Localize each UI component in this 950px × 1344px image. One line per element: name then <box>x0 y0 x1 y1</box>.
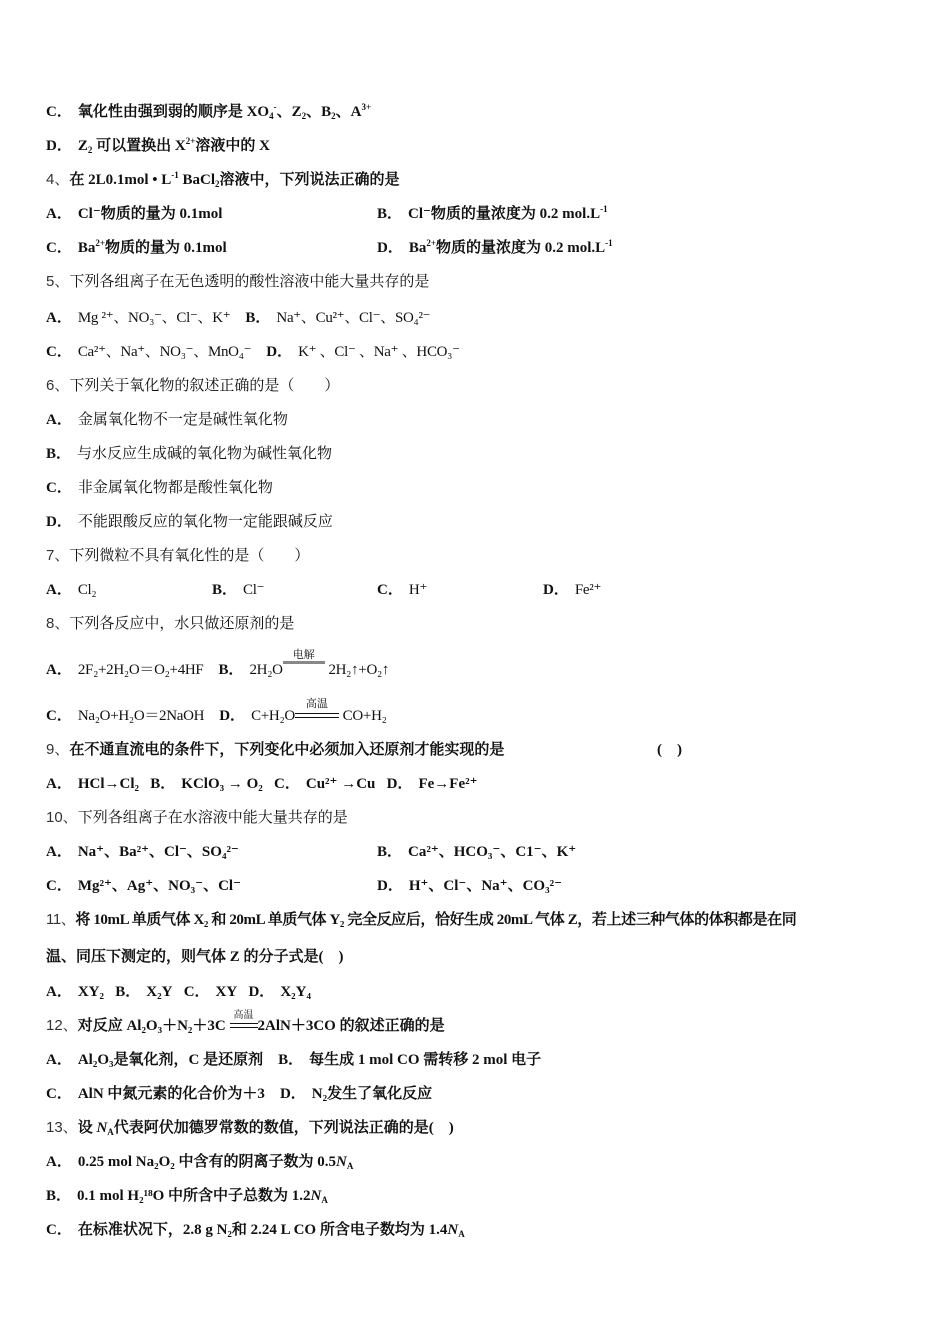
answer-blank: ( ) <box>657 742 682 758</box>
q8-option-c: C． Na₂O+H₂O＝2NaOH <box>46 708 205 724</box>
q12-option-b: B． 每生成 1 mol CO 需转移 2 mol 电子 <box>278 1052 542 1068</box>
question-4-options-row2 <box>46 238 906 258</box>
q7-option-c: C． H⁺ <box>377 582 427 598</box>
q10-option-d: D． H⁺、Cl⁻、Na⁺、CO₃²⁻ <box>377 878 563 894</box>
question-11-stem-line1: 11、将 10mL 单质气体 X₂ 和 20mL 单质气体 Y₂ 完全反应后，恰好生成 20mL 气体 Z，若上述三种气体的体积都是在同 <box>46 911 797 928</box>
q4-option-c: C． $Ba^{2+}$物质的量为 0.1mol <box>46 238 227 256</box>
q9-option-b: B． KClO₃ → O₂ <box>150 776 263 792</box>
q11-option-d: D． X₂Y₄ <box>248 984 311 1000</box>
high-temperature-condition: 高温 <box>230 1016 258 1036</box>
question-10-stem: 10、下列各组离子在水溶液中能大量共存的是 <box>46 809 348 826</box>
q4-option-d: D． $Ba^{2+}$物质的量浓度为 0.2 $mol.L^{-1}$ <box>377 238 613 256</box>
q9-option-d: D． Fe→Fe²⁺ <box>386 776 478 792</box>
q9-option-a: A． HCl→Cl₂ <box>46 776 140 792</box>
q5-option-b: B． Na⁺、Cu²⁺、Cl⁻、SO₄²⁻ <box>245 310 431 326</box>
question-10-options-row2 <box>46 876 906 896</box>
question-9-options <box>46 774 478 794</box>
question-5-options-row2 <box>46 342 460 362</box>
q4-option-b: B． Cl⁻物质的量浓度为 0.2 $mol.L^{-1}$ <box>377 204 608 222</box>
q13-option-a: A． 0.25 mol Na₂O₂ 中含有的阴离子数为 $0.5N_A$ <box>46 1154 354 1171</box>
q7-option-b: B． Cl⁻ <box>212 582 265 598</box>
question-4-options-row1 <box>46 204 906 224</box>
question-10-options-row1 <box>46 842 906 862</box>
question-5-stem: 5、下列各组离子在无色透明的酸性溶液中能大量共存的是 <box>46 273 430 290</box>
q3-option-d: D． $Z_2$ 可以置换出 $X^{2+}$溶液中的 X <box>46 136 270 155</box>
question-13-stem: 13、设 $N_A$代表阿伏加德罗常数的数值，下列说法正确的是( ) <box>46 1119 454 1137</box>
q12-option-a: A． Al₂O₃是氧化剂，C 是还原剂 <box>46 1052 264 1068</box>
q13-option-b: B． 0.1 mol H₂¹⁸O 中所含中子总数为 $1.2N_A$ <box>46 1188 328 1205</box>
q8-option-a: A． 2F₂+2H₂O＝O₂+4HF <box>46 662 204 678</box>
high-temperature-condition: 高温 <box>295 706 339 726</box>
question-7-stem: 7、下列微粒不具有氧化性的是（ ） <box>46 547 310 564</box>
question-12-stem: 12、对反应 Al₂O₃＋N₂＋3C 高温 2AlN＋3CO 的叙述正确的是 <box>46 1010 445 1034</box>
q9-option-c: C． Cu²⁺ →Cu <box>274 776 376 792</box>
question-6-stem: 6、下列关于氧化物的叙述正确的是（ ） <box>46 377 340 394</box>
question-12-options-row1 <box>46 1050 541 1070</box>
q5-option-d: D． K⁺ 、Cl⁻ 、Na⁺ 、HCO₃⁻ <box>266 344 460 360</box>
q13-option-c: C． 在标准状况下，2.8 g N₂和 2.24 L CO 所含电子数均为 $1.4N_A$ <box>46 1222 465 1239</box>
q11-option-a: A． XY₂ <box>46 984 105 1000</box>
q11-option-c: C． XY <box>183 984 238 1000</box>
question-11-options <box>46 982 311 1002</box>
q6-option-b: B． 与水反应生成碱的氧化物为碱性氧化物 <box>46 446 333 462</box>
q8-option-d: D． C+H₂O 高温 CO+H₂ <box>219 697 387 724</box>
question-8-stem: 8、下列各反应中，水只做还原剂的是 <box>46 615 295 632</box>
question-4-stem: 4、在 2L0.1mol • $L^{-1}$ BaCl$_2$溶液中，下列说法正确的是 <box>46 170 400 189</box>
q5-option-a: A． Mg ²⁺、NO₃⁻、Cl⁻、K⁺ <box>46 310 231 326</box>
q10-option-c: C． Mg²⁺、Ag⁺、NO₃⁻、Cl⁻ <box>46 878 241 894</box>
q11-option-b: B． X₂Y <box>115 984 173 1000</box>
question-12-options-row2 <box>46 1084 432 1104</box>
q7-option-a: A． Cl₂ <box>46 582 97 598</box>
q3-option-c: C． 氧化性由强到弱的顺序是 $XO_4^-$、$Z_2$、$B_2$、$A^{3+}$ <box>46 102 372 121</box>
question-7-options <box>46 580 906 600</box>
question-8-options-row2 <box>46 697 387 726</box>
q6-option-a: A． 金属氧化物不一定是碱性氧化物 <box>46 412 288 428</box>
q10-option-b: B． Ca²⁺、HCO₃⁻、C1⁻、K⁺ <box>377 844 577 860</box>
q8-option-b: B． 2H₂O 电解 2H₂↑+O₂↑ <box>218 648 390 678</box>
electrolysis-condition: 电解 <box>283 660 325 680</box>
q7-option-d: D． Fe²⁺ <box>543 582 602 598</box>
question-8-options-row1 <box>46 648 390 680</box>
q6-option-c: C． 非金属氧化物都是酸性氧化物 <box>46 480 273 496</box>
q6-option-d: D． 不能跟酸反应的氧化物一定能跟碱反应 <box>46 514 333 530</box>
question-11-stem-line2: 温、同压下测定的，则气体 Z 的分子式是( ) <box>46 949 344 965</box>
question-9-stem: 9、在不通直流电的条件下，下列变化中必须加入还原剂才能实现的是 ( ) <box>46 741 682 758</box>
q5-option-c: C． Ca²⁺、Na⁺、NO₃⁻、MnO₄⁻ <box>46 344 252 360</box>
q4-option-a: A． Cl⁻物质的量为 0.1mol <box>46 206 223 222</box>
q12-option-c: C． AlN 中氮元素的化合价为＋3 <box>46 1086 265 1102</box>
q10-option-a: A． Na⁺、Ba²⁺、Cl⁻、SO₄²⁻ <box>46 844 239 860</box>
q12-option-d: D． N₂发生了氧化反应 <box>279 1086 433 1102</box>
question-5-options-row1 <box>46 308 430 328</box>
